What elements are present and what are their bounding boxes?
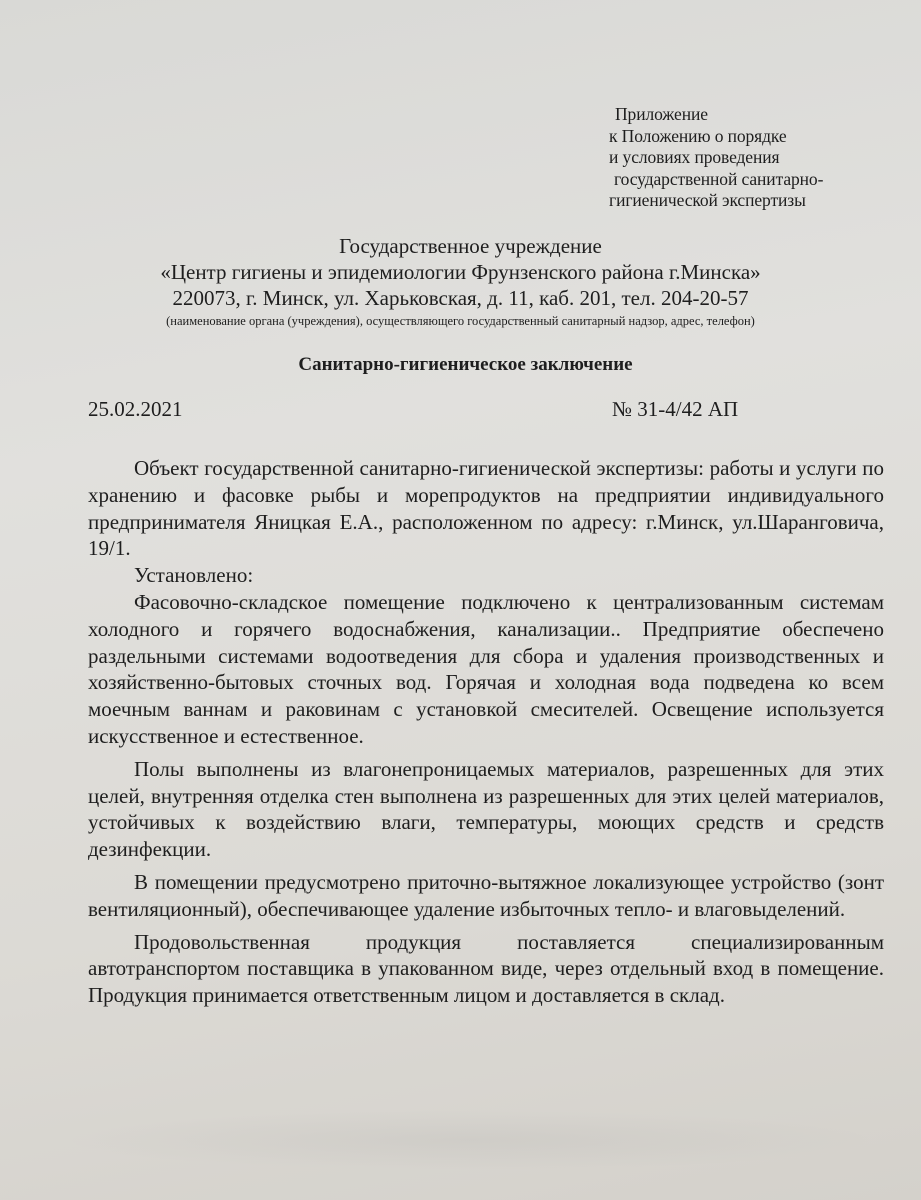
appendix-line: государственной санитарно- bbox=[614, 168, 824, 189]
paragraph-utilities: Фасовочно-складское помещение подключено к централизованным системам холодного и горячего водоснабжения, канализации.. Предприятие обеспечено раздельными системами водоотведения для сбора и удаления производственных и хозяйственно-бытовых сточных вод. Горячая и холодная вода подведена ко всем моечным ваннам и раковинам с установкой смесителей. Освещение используется искусственное и естественное. bbox=[88, 589, 884, 748]
document-date: 25.02.2021 bbox=[88, 397, 183, 421]
appendix-note bbox=[609, 104, 823, 212]
appendix-line: и условиях проведения bbox=[609, 147, 780, 167]
organization-name: «Центр гигиены и эпидемиологии Фрунзенского района г.Минска» bbox=[160, 260, 761, 284]
appendix-line: гигиенической экспертизы bbox=[609, 190, 806, 210]
document-body bbox=[88, 455, 884, 1009]
paragraph-established: Установлено: bbox=[134, 563, 254, 588]
paragraph-floors: Полы выполнены из влагонепроницаемых материалов, разрешенных для этих целей, внутренняя отделка стен выполнена из разрешенных для этих целей материалов, устойчивых к воздействию влаги, температуры, моющих средств и средств дезинфекции. bbox=[88, 756, 884, 862]
appendix-line: к Положению о порядке bbox=[609, 125, 787, 146]
paragraph-object: Объект государственной санитарно-гигиенической экспертизы: работы и услуги по хранению и фасовке рыбы и морепродуктов на предприятии индивидуального предпринимателя Яницкая Е.А., расположенном по адресу: г.Минск, ул.Шаранговича, 19/1. bbox=[88, 456, 884, 561]
document-number: № 31-4/42 АП bbox=[612, 397, 739, 421]
organization-caption: (наименование органа (учреждения), осуществляющего государственный санитарный надзор, адрес, телефон) bbox=[166, 314, 755, 328]
organization-address: 220073, г. Минск, ул. Харьковская, д. 11, каб. 201, тел. 204-20-57 bbox=[172, 286, 749, 310]
paragraph-ventilation: В помещении предусмотрено приточно-вытяжное локализующее устройство (зонт вентиляционный), обеспечивающее удаление избыточных тепло- и влаговыделений. bbox=[88, 869, 884, 921]
organization-type: Государственное учреждение bbox=[339, 234, 602, 258]
document-title: Санитарно-гигиеническое заключение bbox=[298, 354, 633, 375]
appendix-line: Приложение bbox=[615, 104, 708, 124]
organization-header bbox=[0, 233, 921, 329]
paragraph-delivery: Продовольственная продукция поставляется специализированным автотранспортом поставщика в упакованном виде, через отдельный вход в помещение. Продукция принимается ответственным лицом и доставляется в склад. bbox=[88, 929, 884, 1008]
reverse-side-show-through bbox=[60, 1110, 880, 1170]
